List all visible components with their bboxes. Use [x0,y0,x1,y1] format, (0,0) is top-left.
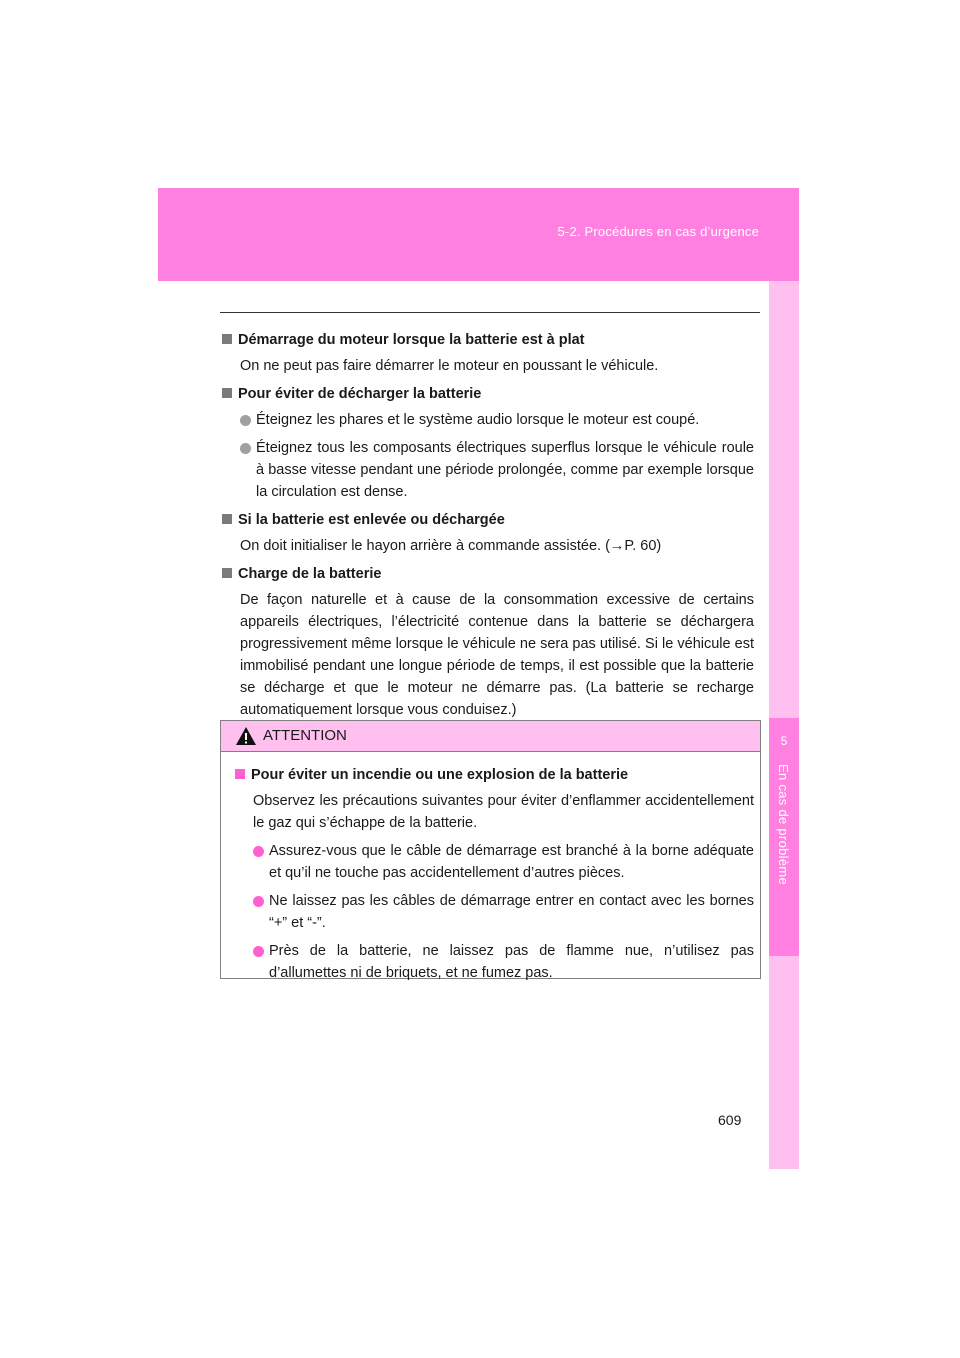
list-item: Éteignez tous les composants électriques superflus lorsque le véhicule roule à basse vitesse pendant une période prolongée, comme par exemple lorsque la circulation est dense. [240,437,754,503]
section-heading: Démarrage du moteur lorsque la batterie est à plat [222,329,754,351]
warning-triangle-icon [235,726,257,751]
list-item: Éteignez les phares et le système audio lorsque le moteur est coupé. [240,409,754,431]
list-item: Assurez-vous que le câble de démarrage est branché à la borne adéquate et qu’il ne touche pas accidentellement d’autres pièces. [253,840,754,884]
warning-title: ATTENTION [263,727,347,744]
warning-heading: Pour éviter un incendie ou une explosion de la batterie [235,764,754,786]
chapter-number: 5 [780,734,788,748]
square-bullet-icon [222,334,232,344]
section-body: On doit initialiser le hayon arrière à commande assistée. (→P. 60) [240,538,662,554]
square-bullet-icon [222,514,232,524]
section-title: 5-2. Procédures en cas d’urgence [557,224,759,239]
warning-box [220,720,761,979]
round-bullet-icon [253,846,264,857]
round-bullet-icon [240,415,251,426]
chapter-label: En cas de problème [776,764,791,886]
page-number: 609 [718,1112,742,1128]
warning-header [221,721,760,752]
square-bullet-icon [222,388,232,398]
section-body: De façon naturelle et à cause de la consommation excessive de certains appareils électriques, l’électricité contenue dans la batterie se déchargera progressivement même lorsque le véhicule ne sera pas utilisé. Si le véhicule est immobilisé pendant une longue période de temps, il est possible que la batterie se décharge et que le moteur ne démarre pas. (La batterie se recharge automatiquement lorsque vous conduisez.) [240,592,754,718]
warning-body [221,752,760,984]
square-bullet-icon [235,769,245,779]
round-bullet-icon [240,443,251,454]
list-item: Près de la batterie, ne laissez pas de flamme nue, n’utilisez pas d’allumettes ni de briquets, et ne fumez pas. [253,940,754,984]
section-heading: Si la batterie est enlevée ou déchargée [222,509,754,531]
round-bullet-icon [253,896,264,907]
list-item: Ne laissez pas les câbles de démarrage entrer en contact avec les bornes “+” et “-”. [253,890,754,934]
divider [220,312,760,313]
square-bullet-icon [222,568,232,578]
chapter-tab [769,718,799,956]
main-content [222,326,754,727]
section-heading: Charge de la batterie [222,563,754,585]
section-heading: Pour éviter de décharger la batterie [222,383,754,405]
round-bullet-icon [253,946,264,957]
section-body: On ne peut pas faire démarrer le moteur en poussant le véhicule. [240,358,659,374]
warning-intro: Observez les précautions suivantes pour éviter d’enflammer accidentellement le gaz qui s’échappe de la batterie. [253,793,754,831]
header-band [158,188,799,281]
